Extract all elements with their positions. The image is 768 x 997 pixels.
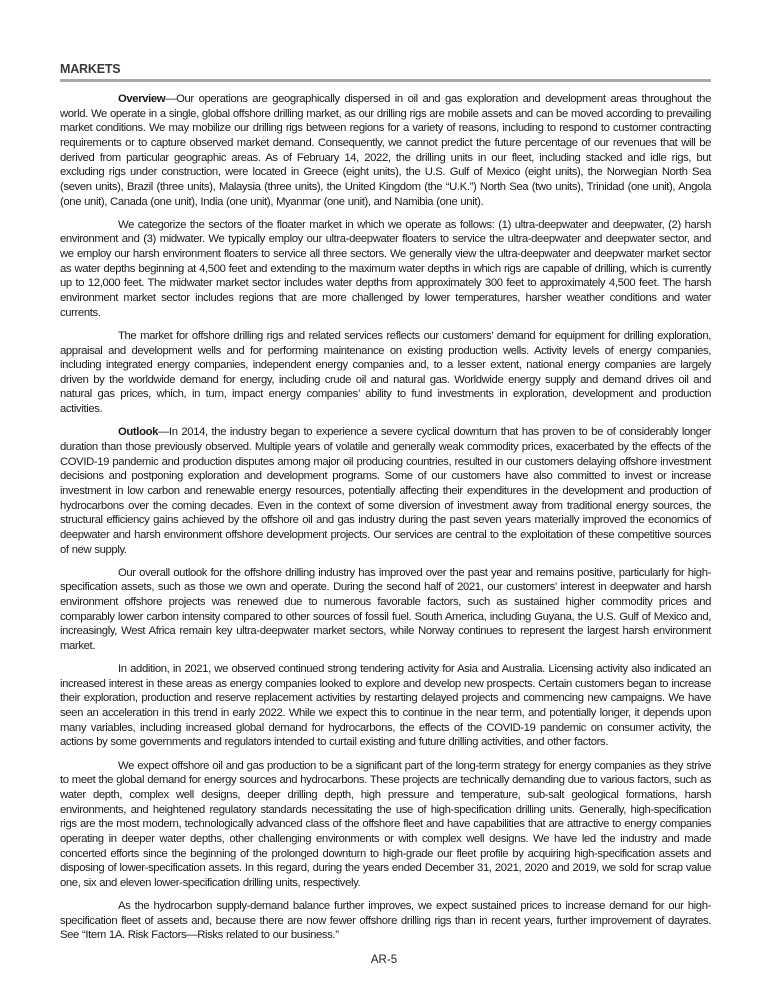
paragraph-market-demand: The market for offshore drilling rigs and related services reflects our customers’ demand for equipment for drilling exploration, appraisal and development wells and for performing maintenance on existing production wells. Activity levels of energy companies, including integrated energy companies, independent energy companies and, to a lesser extent, national energy companies are largely driven by the worldwide demand for energy, including crude oil and natural gas. Worldwide energy supply and demand drives oil and natural gas prices, which, in turn, impact energy companies’ ability to fund investments in exploration, development and production activities. [60, 329, 711, 416]
paragraph-outlook: Outlook—In 2014, the industry began to experience a severe cyclical downturn that has proven to be of considerably longer duration than those previously observed. Multiple years of volatile and generally weak commodity prices, exacerbated by the effects of the COVID-19 pandemic and production disputes among major oil producing countries, resulted in our customers delaying offshore investment decisions and postponing exploration and development programs. Some of our customers have also committed to invest or increase investment in low carbon and renewable energy resources, potentially affecting their expenditures in the development and production of hydrocarbons over the coming decades. Even in the context of some diversion of investment away from traditional energy sources, the structural efficiency gains achieved by the offshore oil and gas industry during the past seven years materially improved the economics of deepwater and harsh environment offshore development projects. Our services are central to the exploitation of these competitive sources of new supply. [60, 426, 711, 556]
paragraph-supply-demand: As the hydrocarbon supply-demand balance further improves, we expect sustained prices to increase demand for our high-specification fleet of assets and, because there are now fewer offshore drilling rigs than in recent years, further improvement of dayrates. See “Item 1A. Risk Factors—Risks related to our business.” [60, 899, 711, 942]
document-page [60, 62, 711, 951]
paragraph-overall-outlook: Our overall outlook for the offshore drilling industry has improved over the past year and remains positive, particularly for high-specification assets, such as those we own and operate. During the second half of 2021, our customers’ interest in deepwater and harsh environment offshore projects was renewed due to numerous favorable factors, such as sustained higher commodity prices and comparably lower carbon intensity compared to other sources of fossil fuel. South America, including Guyana, the U.S. Gulf of Mexico and, increasingly, West Africa remain key ultra-deepwater market sectors, while Norway continues to represent the largest harsh environment market. [60, 566, 711, 652]
paragraph-lead: Overview [118, 93, 166, 105]
paragraph-overview: Overview—Our operations are geographically dispersed in oil and gas exploration and development areas throughout the world. We operate in a single, global offshore drilling market, as our drilling rigs are mobile assets and can be moved according to prevailing market conditions. We may mobilize our drilling rigs between regions for a variety of reasons, including to respond to customer contracting requirements or to capture observed market demand. Consequently, we cannot predict the future percentage of our revenues that will be derived from particular geographic areas. As of February 14, 2022, the drilling units in our fleet, including stacked and idle rigs, but excluding rigs under construction, were located in Greece (eight units), the U.S. Gulf of Mexico (eight units), the Norwegian North Sea (seven units), Brazil (three units), Malaysia (three units), the United Kingdom (the “U.K.”) North Sea (two units), Trinidad (one unit), Angola (one unit), Canada (one unit), India (one unit), Myanmar (one unit), and Namibia (one unit). [60, 93, 711, 208]
page-number: AR-5 [370, 954, 398, 966]
paragraph-production-strategy: We expect offshore oil and gas production to be a significant part of the long-term strategy for energy companies as they strive to meet the global demand for energy sources and hydrocarbons. These projects are technically demanding due to various factors, such as water depth, complex well designs, deeper drilling depth, high pressure and temperature, sub-salt geological formations, harsh environments, and heightened regulatory standards necessitating the use of high-specification drilling units. Generally, high-specification rigs are the most modern, technologically advanced class of the offshore fleet and have capabilities that are attractive to energy companies operating in deeper water depths, other challenging environments or with complex well designs. We have led the industry and made concerted efforts since the beginning of the prolonged downturn to high-grade our fleet profile by acquiring high-specification assets and disposing of lower-specification assets. In this regard, during the years ended December 31, 2021, 2020 and 2019, we sold for scrap value one, six and eleven lower-specification drilling units, respectively. [60, 759, 711, 889]
paragraph-lead: Outlook [118, 426, 159, 439]
section-body [60, 92, 711, 943]
section-title: MARKETS [60, 62, 711, 82]
paragraph-sectors: We categorize the sectors of the floater market in which we operate as follows: (1) ultra-deepwater and deepwater, (2) harsh environment and (3) midwater. We typically employ our ultra-deepwater floaters to service the ultra-deepwater and deepwater sector, and we employ our harsh environment floaters to service all three sectors. We generally view the ultra-deepwater and deepwater market sector as water depths beginning at 4,500 feet and extending to the maximum water depths in which rigs are capable of drilling, which is currently up to 12,000 feet. The midwater market sector includes water depths from approximately 300 feet to approximately 4,500 feet. The harsh environment market sector includes regions that are more challenged by lower temperatures, harsher weather conditions and water currents. [60, 218, 711, 319]
paragraph-tendering: In addition, in 2021, we observed continued strong tendering activity for Asia and Australia. Licensing activity also indicated an increased interest in these areas as energy companies looked to explore and develop new prospects. Certain customers began to increase their exploration, production and reserve replacement activities by restarting delayed projects and commencing new campaigns. We have seen an acceleration in this trend in early 2022. While we expect this to continue in the near term, and potentially longer, it depends upon many variables, including increased global demand for hydrocarbons, the effects of the COVID-19 pandemic on consumer activity, the actions by some governments and regulators intended to curtail existing and future drilling activities, and other factors. [60, 663, 711, 749]
